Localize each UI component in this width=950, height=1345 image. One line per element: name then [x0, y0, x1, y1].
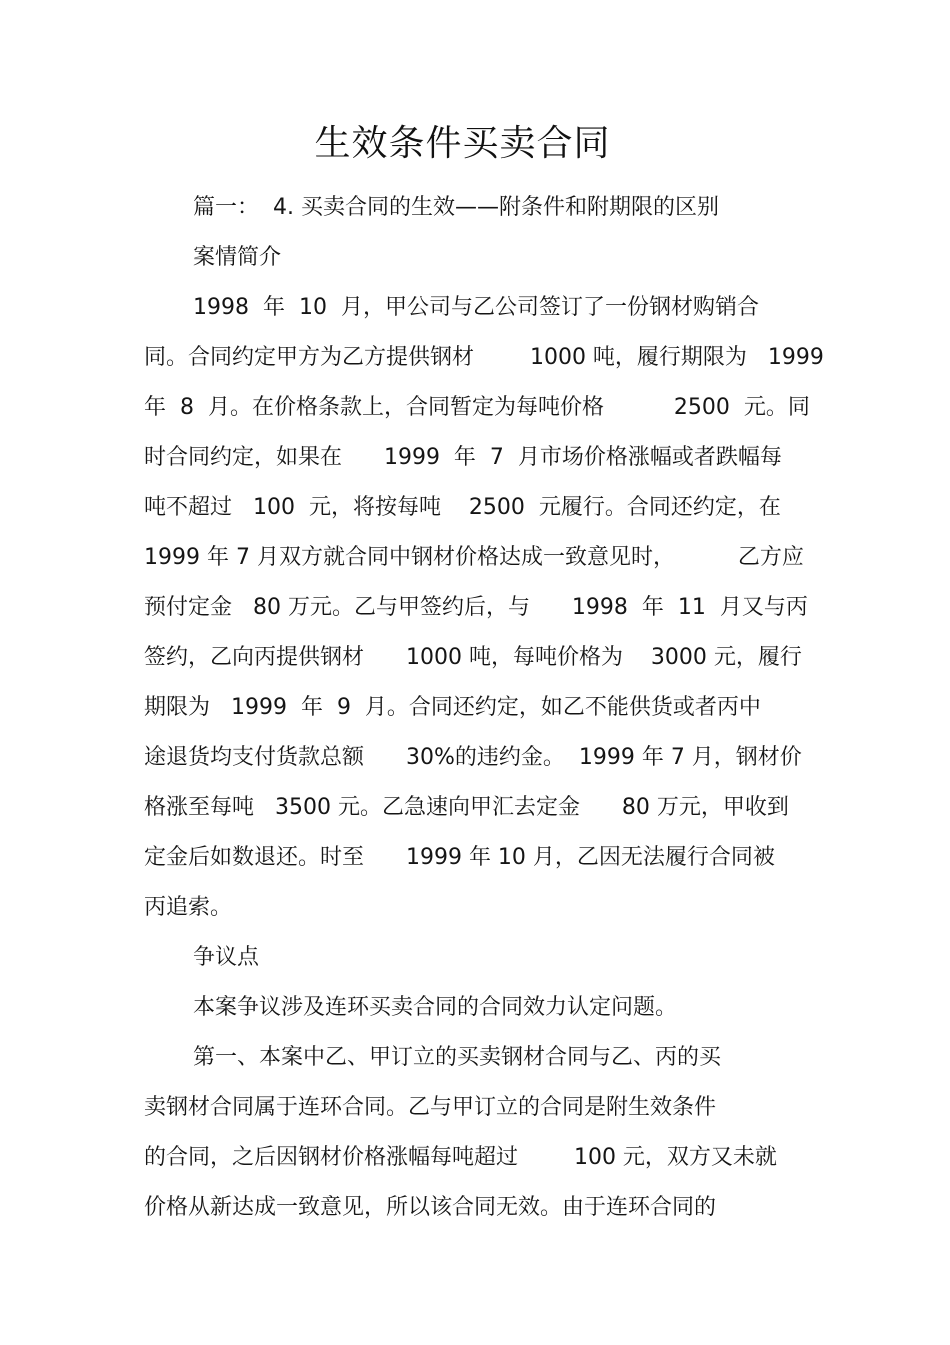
paragraph-line: 签约，乙向丙提供钢材 1000 吨，每吨价格为 3000 元，履行: [144, 645, 802, 670]
paragraph-line: 格涨至每吨 3500 元。乙急速向甲汇去定金 80 万元，甲收到: [144, 795, 789, 820]
paragraph-line: 丙追索。: [144, 895, 233, 920]
paragraph-line: 价格从新达成一致意见，所以该合同无效。由于连环合同的: [144, 1195, 717, 1220]
subheading-case-summary: 案情简介: [193, 245, 282, 270]
paragraph-line: 期限为 1999 年 9 月。合同还约定，如乙不能供货或者丙中: [144, 695, 761, 720]
paragraph-line: 1998 年 10 月，甲公司与乙公司签订了一份钢材购销合: [193, 295, 759, 320]
paragraph-line: 预付定金 80 万元。乙与甲签约后，与 1998 年 11 月又与丙: [144, 595, 808, 620]
paragraph-line: 途退货均支付货款总额 30%的违约金。 1999 年 7 月，钢材价: [144, 745, 802, 770]
paragraph-line: 本案争议涉及连环买卖合同的合同效力认定问题。: [193, 995, 678, 1020]
paragraph-line: 的合同，之后因钢材价格涨幅每吨超过 100 元，双方又未就: [144, 1145, 777, 1170]
paragraph-line: 吨不超过 100 元，将按每吨 2500 元履行。合同还约定，在: [144, 495, 781, 520]
paragraph-line: 卖钢材合同属于连环合同。乙与甲订立的合同是附生效条件: [144, 1095, 717, 1120]
paragraph-line: 时合同约定，如果在 1999 年 7 月市场价格涨幅或者跌幅每: [144, 445, 782, 470]
paragraph-line: 同。合同约定甲方为乙方提供钢材 1000 吨，履行期限为 1999: [144, 345, 824, 370]
paragraph-line: 1999 年 7 月双方就合同中钢材价格达成一致意见时， 乙方应: [144, 545, 804, 570]
paragraph-line: 定金后如数退还。时至 1999 年 10 月，乙因无法履行合同被: [144, 845, 775, 870]
paragraph-line: 第一、本案中乙、甲订立的买卖钢材合同与乙、丙的买: [193, 1045, 722, 1070]
subheading-dispute-points: 争议点: [193, 945, 260, 970]
document-title: 生效条件买卖合同: [314, 123, 611, 164]
paragraph-line: 年 8 月。在价格条款上，合同暂定为每吨价格 2500 元。同: [144, 395, 810, 420]
section-heading: 篇一： 4. 买卖合同的生效——附条件和附期限的区别: [193, 195, 719, 220]
